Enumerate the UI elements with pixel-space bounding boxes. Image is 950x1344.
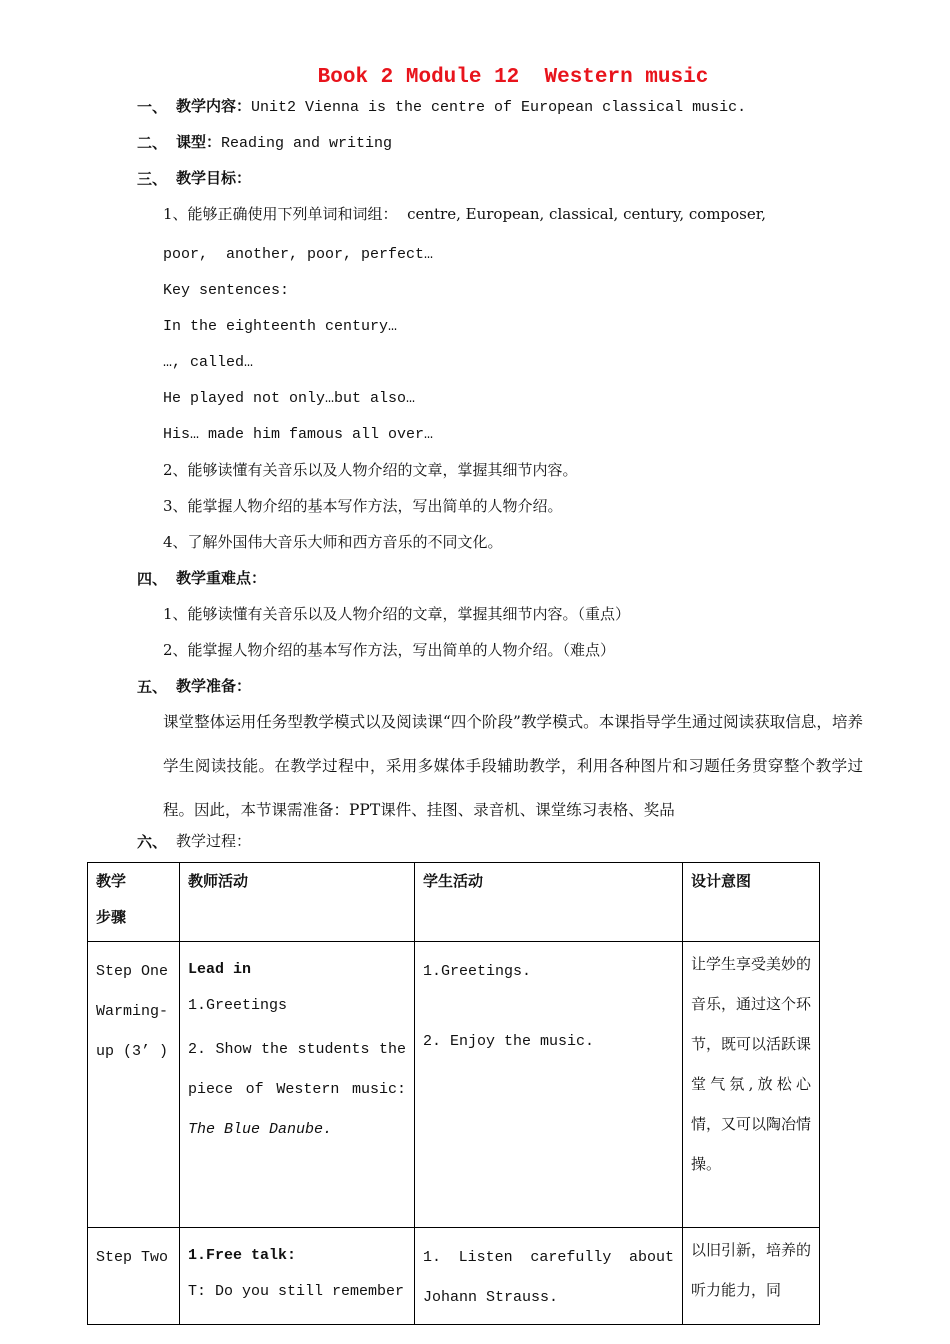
section-5-label: 教学准备：: [176, 677, 252, 695]
row-1-teacher-item-2-text: 2. Show the students the piece of Western music:: [188, 1041, 406, 1098]
row-1-step-line-3: up (3’ ): [96, 1043, 169, 1060]
section-4-label: 教学重难点：: [176, 569, 267, 587]
row-1-student-activity: [415, 942, 683, 1228]
goal-2: 2、能够读懂有关音乐以及人物介绍的文章，掌握其细节内容。: [163, 461, 578, 479]
header-teacher: 教师活动: [180, 863, 415, 942]
header-purpose: 设计意图: [683, 863, 820, 942]
row-2-step: Step Two: [88, 1228, 180, 1325]
row-2-teacher-activity: [180, 1228, 415, 1325]
goal-3: 3、能掌握人物介绍的基本写作方法，写出简单的人物介绍。: [163, 497, 563, 515]
row-1-step-line-2: Warming-: [96, 1003, 169, 1020]
key-point-2: 2、能掌握人物介绍的基本写作方法，写出简单的人物介绍。（难点）: [163, 641, 616, 659]
header-step: [88, 863, 180, 942]
table-row: [88, 1228, 820, 1325]
section-2: [176, 132, 392, 154]
preparation-text: 课堂整体运用任务型教学模式以及阅读课“四个阶段”教学模式。本课指导学生通过阅读获取信息，培养学生阅读技能。在教学过程中，采用多媒体手段辅助教学，利用各种图片和习题任务贯穿整个教学过程。因此，本节课需准备：PPT课件、挂图、录音机、课堂练习表格、奖品: [163, 713, 863, 819]
section-6-number: 六、: [137, 833, 168, 851]
row-1-purpose: 让学生享受美妙的音乐，通过这个环节，既可以活跃课堂气氛,放松心情，又可以陶冶情操。: [683, 942, 820, 1228]
section-1-number: 一、: [137, 98, 168, 116]
section-2-text: Reading and writing: [221, 135, 393, 152]
key-sentence-4: His… made him famous all over…: [163, 426, 434, 443]
row-1-step-line-1: Step One: [96, 963, 169, 980]
header-student: 学生活动: [415, 863, 683, 942]
table-row: [88, 942, 820, 1228]
key-sentence-1: In the eighteenth century…: [163, 318, 398, 335]
row-2-teacher-title: 1.Free talk:: [188, 1247, 297, 1264]
row-2-teacher-item-1: T: Do you still remember: [188, 1283, 405, 1300]
header-step-line-1: 教学: [96, 872, 127, 890]
section-2-label: 课型：: [176, 133, 222, 151]
row-1-teacher-item-1: 1.Greetings: [188, 997, 288, 1014]
row-1-student-item-1: 1.Greetings.: [423, 963, 532, 980]
teaching-process-table: [87, 862, 820, 1325]
row-1-student-item-2: 2. Enjoy the music.: [423, 1033, 595, 1050]
row-1-teacher-title: Lead in: [188, 961, 252, 978]
table-header-row: [88, 863, 820, 942]
section-1-label: 教学内容：: [176, 97, 252, 115]
header-step-line-2: 步骤: [96, 908, 127, 926]
section-3-label: 教学目标：: [176, 169, 252, 187]
key-sentence-2: …, called…: [163, 354, 254, 371]
section-2-number: 二、: [137, 134, 168, 152]
key-point-1: 1、能够读懂有关音乐以及人物介绍的文章，掌握其细节内容。（重点）: [163, 605, 631, 623]
section-6-label: 教学过程：: [176, 832, 252, 850]
row-1-music-title: The Blue Danube.: [188, 1121, 333, 1138]
row-1-teacher-item-2: [188, 1030, 406, 1150]
document-title: Book 2 Module 12 Western music: [317, 66, 709, 89]
row-2-purpose: 以旧引新，培养的听力能力，同: [683, 1228, 820, 1325]
row-1-teacher-activity: [180, 942, 415, 1228]
key-sentence-3: He played not only…but also…: [163, 390, 416, 407]
section-1: [176, 96, 746, 118]
section-4-number: 四、: [137, 570, 168, 588]
goal-1-line-1: 1、能够正确使用下列单词和词组： centre, European, classical, century, composer,: [163, 205, 767, 223]
row-1-step: [88, 942, 180, 1228]
section-5-number: 五、: [137, 678, 168, 696]
goal-4: 4、了解外国伟大音乐大师和西方音乐的不同文化。: [163, 533, 503, 551]
goal-1-line-2: poor, another, poor, perfect…: [163, 246, 434, 263]
section-1-text: Unit2 Vienna is the centre of European classical music.: [251, 99, 747, 116]
row-2-student-activity: 1. Listen carefully about Johann Strauss.: [415, 1228, 683, 1325]
key-sentences-label: Key sentences:: [163, 282, 290, 299]
section-3-number: 三、: [137, 170, 168, 188]
